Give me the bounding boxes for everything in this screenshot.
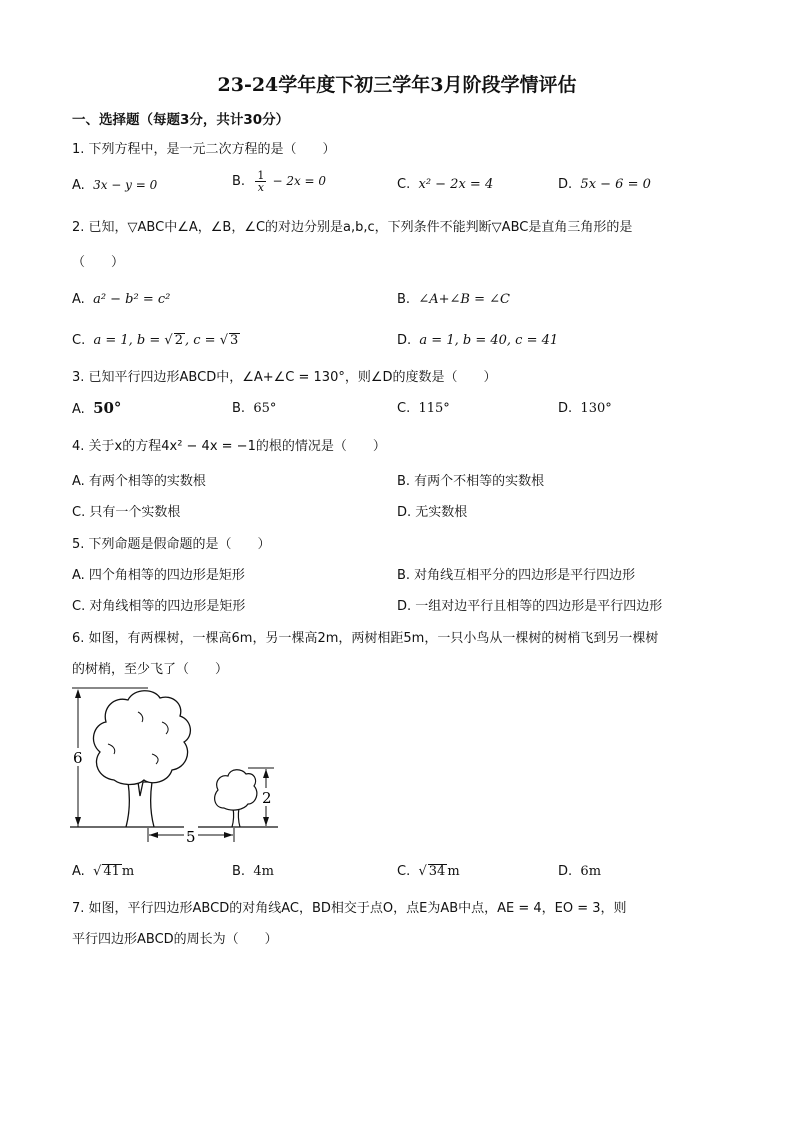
label-2: 2 [262,789,272,807]
q2-option-c: C. a = 1, b = √ 2 , c = √ 3 [72,333,239,348]
q4-option-a: A. 有两个相等的实数根 [72,474,206,489]
label-5: 5 [186,828,196,846]
question-6-stem-cont: 的树梢，至少飞了（ ） [72,662,229,677]
q3-option-d: D. 130° [558,401,612,416]
q6-option-d: D. 6m [558,864,602,879]
big-tree-canopy [93,691,190,785]
q1-option-d: D. 5x − 6 = 0 [558,177,651,192]
two-trees-figure [68,684,288,852]
q3-option-a: A. 50° [72,399,122,417]
q5-option-c: C. 对角线相等的四边形是矩形 [72,599,246,614]
q6-option-b: B. 4m [232,864,274,879]
q3-option-b: B. 65° [232,401,277,416]
small-tree-canopy [215,770,257,810]
q1-option-c: C. x² − 2x = 4 [397,177,494,192]
question-3-stem: 3. 已知平行四边形ABCD中，∠A+∠C = 130°，则∠D的度数是（ ） [72,370,497,385]
big-tree-trunk [126,782,154,827]
q1-option-a: A. 3x − y = 0 [72,178,158,193]
question-6-stem: 6. 如图，有两棵树，一棵高6m，另一棵高2m，两树相距5m，一只小鸟从一棵树的树梢飞到另一棵树 [72,631,659,646]
fraction: $\frac{1}{x}$ [257,169,265,194]
question-5-stem: 5. 下列命题是假命题的是（ ） [72,537,271,552]
q2-option-d: D. a = 1, b = 40, c = 41 [397,333,559,348]
question-1-stem: 1. 下列方程中，是一元二次方程的是（ ） [72,142,336,157]
q3-option-c: C. 115° [397,401,450,416]
question-7-stem: 7. 如图，平行四边形ABCD的对角线AC，BD相交于点O，点E为AB中点，AE = 4，EO = 3，则 [72,901,627,916]
question-4-stem: 4. 关于x的方程4x² − 4x = −1的根的情况是（ ） [72,439,386,454]
question-7-stem-cont: 平行四边形ABCD的周长为（ ） [72,932,278,947]
small-tree-trunk [232,808,240,827]
exam-title: 23-24学年度下初三学年3月阶段学情评估 [217,74,577,96]
q2-option-a: A. a² − b² = c² [72,292,171,307]
arrow-up-icon [263,769,269,778]
q5-option-a: A. 四个角相等的四边形是矩形 [72,568,245,583]
arrow-left-icon [149,832,158,838]
q6-option-a: A. √ 41 m [72,864,135,879]
q6-option-c: C. √ 34 m [397,864,460,879]
q1-option-b: B. $\frac{1}{x}$ − 2x = 0 [232,169,327,194]
q5-option-b: B. 对角线互相平分的四边形是平行四边形 [397,568,636,583]
q4-option-d: D. 无实数根 [397,505,468,520]
arrow-right-icon [224,832,233,838]
section-heading: 一、选择题（每题3分，共计30分） [72,112,290,128]
question-2-stem-cont: （ ） [72,255,125,270]
q4-option-c: C. 只有一个实数根 [72,505,181,520]
q2-option-b: B. ∠A+∠B = ∠C [397,292,510,307]
q4-option-b: B. 有两个不相等的实数根 [397,474,545,489]
arrow-down-icon [263,817,269,826]
arrow-down-icon [75,817,81,826]
label-6: 6 [73,749,83,767]
arrow-up-icon [75,689,81,698]
q5-option-d: D. 一组对边平行且相等的四边形是平行四边形 [397,599,663,614]
question-2-stem: 2. 已知，▽ABC中∠A，∠B，∠C的对边分别是a,b,c，下列条件不能判断▽ABC是直角三角形的是 [72,220,633,235]
